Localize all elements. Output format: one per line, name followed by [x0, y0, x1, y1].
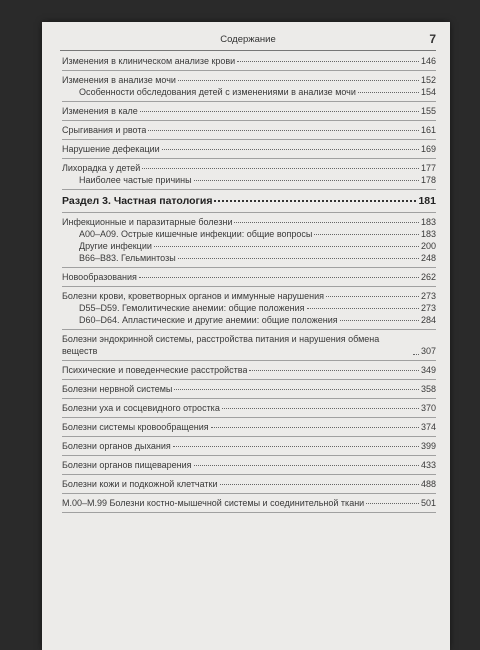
entry-title: D55–D59. Гемолитические анемии: общие положения: [79, 303, 305, 313]
dot-leader: [139, 277, 419, 278]
dot-leader: [162, 149, 419, 150]
entry-page: 146: [420, 56, 436, 66]
dot-leader: [173, 446, 419, 447]
entry-page: 154: [420, 87, 436, 97]
dot-leader: [413, 354, 419, 355]
entry-page: 248: [420, 253, 436, 263]
table-of-contents: [62, 52, 436, 513]
toc-entry[interactable]: [62, 421, 436, 433]
toc-subentry[interactable]: [62, 228, 436, 240]
entry-title: Новообразования: [62, 272, 137, 282]
toc-entry[interactable]: [62, 383, 436, 395]
toc-subentry[interactable]: [62, 302, 436, 314]
dot-leader: [214, 200, 416, 202]
toc-entry[interactable]: [62, 402, 436, 414]
toc-entry[interactable]: [62, 497, 436, 509]
dot-leader: [178, 80, 419, 81]
entry-page: 370: [420, 403, 436, 413]
entry-page: 501: [420, 498, 436, 508]
dot-leader: [237, 61, 419, 62]
entry-title: В66–В83. Гельминтозы: [79, 253, 176, 263]
toc-group: [62, 287, 436, 330]
toc-entry[interactable]: [62, 74, 436, 86]
entry-page: 273: [420, 303, 436, 313]
toc-subentry[interactable]: [62, 314, 436, 326]
entry-page: 155: [420, 106, 436, 116]
toc-subentry[interactable]: [62, 174, 436, 186]
toc-entry[interactable]: [62, 124, 436, 136]
entry-page: 349: [420, 365, 436, 375]
toc-group: [62, 456, 436, 475]
section-heading[interactable]: [62, 190, 436, 213]
entry-page: 178: [420, 175, 436, 185]
dot-leader: [154, 246, 419, 247]
entry-page: 307: [420, 346, 436, 356]
entry-page: 374: [420, 422, 436, 432]
entry-page: 177: [420, 163, 436, 173]
entry-title: Болезни уха и сосцевидного отростка: [62, 403, 220, 413]
entry-title: Болезни эндокринной системы, расстройства питания и нарушения обмена веществ: [62, 334, 380, 356]
dot-leader: [366, 503, 419, 504]
dot-leader: [142, 168, 419, 169]
dot-leader: [148, 130, 419, 131]
toc-group: [62, 102, 436, 121]
dot-leader: [211, 427, 419, 428]
toc-entry[interactable]: [62, 478, 436, 490]
toc-entry[interactable]: [62, 290, 436, 302]
entry-title: Болезни системы кровообращения: [62, 422, 209, 432]
entry-page: 183: [420, 229, 436, 239]
entry-title: Психические и поведенческие расстройства: [62, 365, 248, 375]
book-page: [42, 22, 450, 650]
entry-title: Другие инфекции: [79, 241, 152, 251]
entry-title: Срыгивания и рвота: [62, 125, 147, 135]
entry-title: Изменения в клиническом анализе крови: [62, 56, 236, 66]
running-header: [60, 32, 436, 51]
entry-title: D60–D64. Апластические и другие анемии: общие положения: [79, 315, 338, 325]
entry-title: Болезни нервной системы: [62, 384, 173, 394]
toc-entry[interactable]: [62, 216, 436, 228]
entry-title: Нарушение дефекации: [62, 144, 160, 154]
dot-leader: [326, 296, 419, 297]
section-page: 181: [418, 195, 436, 207]
toc-group: [62, 475, 436, 494]
dot-leader: [314, 234, 419, 235]
toc-entry[interactable]: [62, 459, 436, 471]
header-page-number: 7: [429, 32, 436, 46]
toc-group: [62, 380, 436, 399]
entry-title: Изменения в кале: [62, 106, 138, 116]
toc-part-bottom: [62, 213, 436, 513]
dot-leader: [178, 258, 419, 259]
toc-entry[interactable]: [62, 333, 436, 357]
header-title: Содержание: [220, 34, 276, 45]
toc-part-top: [62, 52, 436, 190]
toc-group: [62, 418, 436, 437]
entry-page: 183: [420, 217, 436, 227]
entry-page: 152: [420, 75, 436, 85]
entry-title: Наиболее частые причины: [79, 175, 192, 185]
toc-entry[interactable]: [62, 143, 436, 155]
dot-leader: [140, 111, 419, 112]
entry-page: 358: [420, 384, 436, 394]
entry-title: Болезни кожи и подкожной клетчатки: [62, 479, 218, 489]
toc-subentry[interactable]: [62, 252, 436, 264]
entry-page: 262: [420, 272, 436, 282]
toc-entry[interactable]: [62, 364, 436, 376]
toc-group: [62, 494, 436, 513]
toc-group: [62, 399, 436, 418]
dot-leader: [234, 222, 418, 223]
dot-leader: [220, 484, 419, 485]
toc-group: [62, 71, 436, 102]
entry-page: 169: [420, 144, 436, 154]
dot-leader: [340, 320, 419, 321]
toc-entry[interactable]: [62, 55, 436, 67]
toc-group: [62, 121, 436, 140]
entry-title: Особенности обследования детей с изменениями в анализе мочи: [79, 87, 356, 97]
entry-title: М.00–М.99 Болезни костно-мышечной системы и соединительной ткани: [62, 498, 365, 508]
toc-group: [62, 213, 436, 268]
entry-page: 399: [420, 441, 436, 451]
toc-group: [62, 361, 436, 380]
entry-title: Изменения в анализе мочи: [62, 75, 176, 85]
toc-subentry[interactable]: [62, 86, 436, 98]
dot-leader: [194, 465, 419, 466]
entry-page: 433: [420, 460, 436, 470]
toc-group: [62, 330, 436, 361]
entry-page: 273: [420, 291, 436, 301]
section-title: Раздел 3. Частная патология: [62, 195, 213, 207]
dot-leader: [358, 92, 419, 93]
entry-title: Болезни органов пищеварения: [62, 460, 192, 470]
toc-group: [62, 437, 436, 456]
entry-title: Болезни крови, кроветворных органов и иммунные нарушения: [62, 291, 325, 301]
entry-page: 488: [420, 479, 436, 489]
entry-title: Инфекционные и паразитарные болезни: [62, 217, 233, 227]
entry-title: Болезни органов дыхания: [62, 441, 171, 451]
entry-page: 161: [420, 125, 436, 135]
entry-title: Лихорадка у детей: [62, 163, 141, 173]
toc-group: [62, 140, 436, 159]
dot-leader: [307, 308, 419, 309]
toc-entry[interactable]: [62, 440, 436, 452]
dot-leader: [249, 370, 419, 371]
toc-subentry[interactable]: [62, 240, 436, 252]
toc-group: [62, 268, 436, 287]
toc-entry[interactable]: [62, 162, 436, 174]
dot-leader: [222, 408, 419, 409]
entry-page: 200: [420, 241, 436, 251]
entry-page: 284: [420, 315, 436, 325]
entry-title: А00–А09. Острые кишечные инфекции: общие вопросы: [79, 229, 313, 239]
toc-entry[interactable]: [62, 271, 436, 283]
dot-leader: [194, 180, 419, 181]
toc-entry[interactable]: [62, 105, 436, 117]
dot-leader: [174, 389, 419, 390]
toc-group: [62, 52, 436, 71]
toc-group: [62, 159, 436, 190]
